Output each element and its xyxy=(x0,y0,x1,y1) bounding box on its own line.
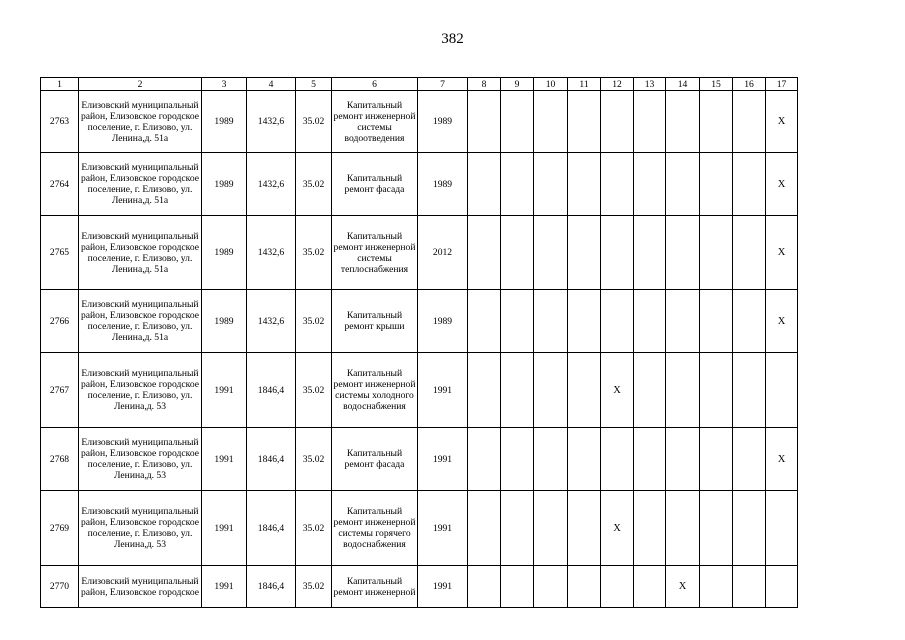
empty-cell xyxy=(534,153,568,216)
code-cell: 35.02 xyxy=(296,566,332,608)
header-cell: 5 xyxy=(296,78,332,91)
build-year-cell: 1989 xyxy=(202,216,247,290)
area-cell: 1432,6 xyxy=(247,91,296,153)
row-number: 2768 xyxy=(41,428,79,491)
empty-cell xyxy=(601,216,634,290)
empty-cell xyxy=(534,216,568,290)
code-cell: 35.02 xyxy=(296,153,332,216)
address-cell: Елизовский муниципальный район, Елизовское городское поселение, г. Елизово, ул. Ленина,д. 53 xyxy=(79,428,202,491)
build-year-cell: 1991 xyxy=(202,566,247,608)
work-year-cell: 1989 xyxy=(418,91,468,153)
header-cell: 15 xyxy=(700,78,733,91)
empty-cell xyxy=(733,91,766,153)
empty-cell xyxy=(766,566,798,608)
code-cell: 35.02 xyxy=(296,491,332,566)
empty-cell xyxy=(468,566,501,608)
mark-col-12: X xyxy=(601,491,634,566)
row-number: 2764 xyxy=(41,153,79,216)
work-year-cell: 2012 xyxy=(418,216,468,290)
empty-cell xyxy=(468,290,501,353)
empty-cell xyxy=(468,91,501,153)
header-cell: 4 xyxy=(247,78,296,91)
build-year-cell: 1991 xyxy=(202,353,247,428)
work-type-cell: Капитальный ремонт крыши xyxy=(332,290,418,353)
address-cell: Елизовский муниципальный район, Елизовское городское поселение, г. Елизово, ул. Ленина,д. 53 xyxy=(79,353,202,428)
address-cell: Елизовский муниципальный район, Елизовское городское поселение, г. Елизово, ул. Ленина,д. 51а xyxy=(79,290,202,353)
empty-cell xyxy=(733,290,766,353)
empty-cell xyxy=(568,153,601,216)
header-cell: 7 xyxy=(418,78,468,91)
address-cell: Елизовский муниципальный район, Елизовское городское поселение, г. Елизово, ул. Ленина,д. 51а xyxy=(79,153,202,216)
build-year-cell: 1991 xyxy=(202,428,247,491)
empty-cell xyxy=(700,216,733,290)
empty-cell xyxy=(700,153,733,216)
build-year-cell: 1989 xyxy=(202,290,247,353)
table-row xyxy=(41,91,798,153)
work-year-cell: 1991 xyxy=(418,491,468,566)
area-cell: 1846,4 xyxy=(247,428,296,491)
area-cell: 1846,4 xyxy=(247,491,296,566)
empty-cell xyxy=(700,290,733,353)
area-cell: 1846,4 xyxy=(247,566,296,608)
empty-cell xyxy=(733,216,766,290)
code-cell: 35.02 xyxy=(296,428,332,491)
empty-cell xyxy=(700,428,733,491)
header-cell: 6 xyxy=(332,78,418,91)
empty-cell xyxy=(634,290,666,353)
code-cell: 35.02 xyxy=(296,353,332,428)
empty-cell xyxy=(601,428,634,491)
empty-cell xyxy=(534,290,568,353)
work-type-cell: Капитальный ремонт инженерной системы теплоснабжения xyxy=(332,216,418,290)
empty-cell xyxy=(634,91,666,153)
table-row xyxy=(41,290,798,353)
empty-cell xyxy=(501,216,534,290)
empty-cell xyxy=(666,153,700,216)
build-year-cell: 1991 xyxy=(202,491,247,566)
empty-cell xyxy=(568,290,601,353)
row-number: 2769 xyxy=(41,491,79,566)
empty-cell xyxy=(634,491,666,566)
work-type-cell: Капитальный ремонт инженерной системы холодного водоснабжения xyxy=(332,353,418,428)
empty-cell xyxy=(666,428,700,491)
mark-col-14: X xyxy=(666,566,700,608)
header-row xyxy=(41,78,798,91)
row-number: 2763 xyxy=(41,91,79,153)
table-row xyxy=(41,353,798,428)
empty-cell xyxy=(634,216,666,290)
work-year-cell: 1991 xyxy=(418,566,468,608)
header-cell: 10 xyxy=(534,78,568,91)
work-type-cell: Капитальный ремонт инженерной xyxy=(332,566,418,608)
header-cell: 14 xyxy=(666,78,700,91)
empty-cell xyxy=(468,216,501,290)
empty-cell xyxy=(568,91,601,153)
row-number: 2765 xyxy=(41,216,79,290)
header-cell: 8 xyxy=(468,78,501,91)
header-cell: 3 xyxy=(202,78,247,91)
empty-cell xyxy=(468,428,501,491)
empty-cell xyxy=(601,566,634,608)
header-cell: 1 xyxy=(41,78,79,91)
empty-cell xyxy=(601,290,634,353)
empty-cell xyxy=(700,566,733,608)
empty-cell xyxy=(568,216,601,290)
code-cell: 35.02 xyxy=(296,91,332,153)
empty-cell xyxy=(666,290,700,353)
empty-cell xyxy=(666,353,700,428)
row-number: 2770 xyxy=(41,566,79,608)
work-year-cell: 1991 xyxy=(418,428,468,491)
table-row xyxy=(41,566,798,608)
header-cell: 11 xyxy=(568,78,601,91)
empty-cell xyxy=(733,353,766,428)
empty-cell xyxy=(666,491,700,566)
header-cell: 2 xyxy=(79,78,202,91)
empty-cell xyxy=(468,353,501,428)
address-cell: Елизовский муниципальный район, Елизовское городское поселение, г. Елизово, ул. Ленина,д. 51а xyxy=(79,216,202,290)
build-year-cell: 1989 xyxy=(202,153,247,216)
empty-cell xyxy=(501,491,534,566)
area-cell: 1432,6 xyxy=(247,290,296,353)
empty-cell xyxy=(501,153,534,216)
empty-cell xyxy=(700,91,733,153)
empty-cell xyxy=(501,91,534,153)
table-row xyxy=(41,153,798,216)
empty-cell xyxy=(733,491,766,566)
header-cell: 12 xyxy=(601,78,634,91)
mark-col-17: X xyxy=(766,91,798,153)
mark-col-12: X xyxy=(601,353,634,428)
empty-cell xyxy=(501,290,534,353)
empty-cell xyxy=(534,428,568,491)
empty-cell xyxy=(766,353,798,428)
mark-col-17: X xyxy=(766,216,798,290)
empty-cell xyxy=(634,353,666,428)
empty-cell xyxy=(766,491,798,566)
empty-cell xyxy=(666,216,700,290)
empty-cell xyxy=(733,428,766,491)
work-type-cell: Капитальный ремонт инженерной системы водоотведения xyxy=(332,91,418,153)
empty-cell xyxy=(601,91,634,153)
work-type-cell: Капитальный ремонт инженерной системы горячего водоснабжения xyxy=(332,491,418,566)
register-table xyxy=(40,77,798,608)
build-year-cell: 1989 xyxy=(202,91,247,153)
table-row xyxy=(41,428,798,491)
empty-cell xyxy=(568,566,601,608)
work-type-cell: Капитальный ремонт фасада xyxy=(332,428,418,491)
empty-cell xyxy=(700,491,733,566)
empty-cell xyxy=(501,566,534,608)
header-cell: 16 xyxy=(733,78,766,91)
address-cell: Елизовский муниципальный район, Елизовское городское поселение, г. Елизово, ул. Ленина,д. 51а xyxy=(79,91,202,153)
work-year-cell: 1989 xyxy=(418,153,468,216)
area-cell: 1432,6 xyxy=(247,216,296,290)
empty-cell xyxy=(733,566,766,608)
work-type-cell: Капитальный ремонт фасада xyxy=(332,153,418,216)
area-cell: 1846,4 xyxy=(247,353,296,428)
empty-cell xyxy=(534,353,568,428)
address-cell: Елизовский муниципальный район, Елизовское городское xyxy=(79,566,202,608)
empty-cell xyxy=(568,491,601,566)
mark-col-17: X xyxy=(766,290,798,353)
address-cell: Елизовский муниципальный район, Елизовское городское поселение, г. Елизово, ул. Ленина,д. 53 xyxy=(79,491,202,566)
empty-cell xyxy=(700,353,733,428)
empty-cell xyxy=(634,566,666,608)
empty-cell xyxy=(534,91,568,153)
empty-cell xyxy=(534,491,568,566)
code-cell: 35.02 xyxy=(296,216,332,290)
work-year-cell: 1989 xyxy=(418,290,468,353)
empty-cell xyxy=(501,353,534,428)
header-cell: 9 xyxy=(501,78,534,91)
empty-cell xyxy=(534,566,568,608)
mark-col-17: X xyxy=(766,153,798,216)
empty-cell xyxy=(568,428,601,491)
empty-cell xyxy=(501,428,534,491)
empty-cell xyxy=(468,153,501,216)
header-cell: 13 xyxy=(634,78,666,91)
empty-cell xyxy=(733,153,766,216)
empty-cell xyxy=(468,491,501,566)
table-row xyxy=(41,216,798,290)
empty-cell xyxy=(634,153,666,216)
header-cell: 17 xyxy=(766,78,798,91)
table-row xyxy=(41,491,798,566)
page-number: 382 xyxy=(441,31,464,47)
work-year-cell: 1991 xyxy=(418,353,468,428)
mark-col-17: X xyxy=(766,428,798,491)
empty-cell xyxy=(666,91,700,153)
code-cell: 35.02 xyxy=(296,290,332,353)
area-cell: 1432,6 xyxy=(247,153,296,216)
row-number: 2766 xyxy=(41,290,79,353)
empty-cell xyxy=(634,428,666,491)
empty-cell xyxy=(601,153,634,216)
row-number: 2767 xyxy=(41,353,79,428)
empty-cell xyxy=(568,353,601,428)
